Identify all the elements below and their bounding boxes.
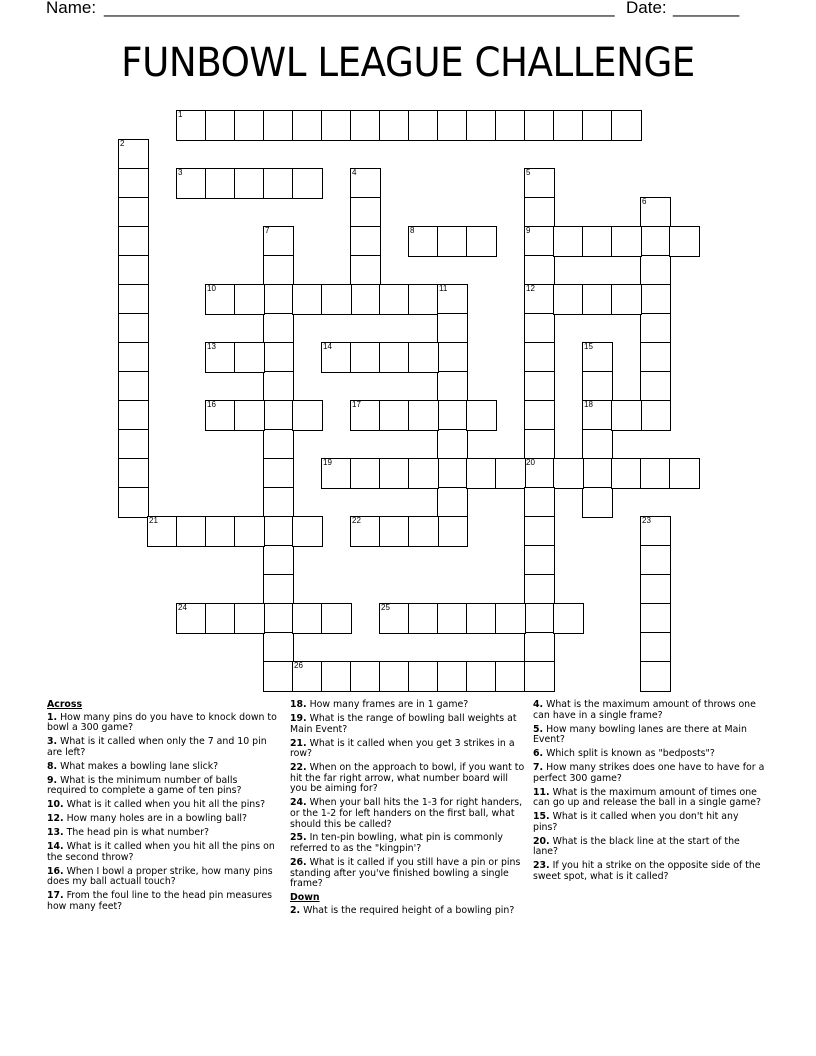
grid-cell[interactable] bbox=[118, 400, 149, 431]
grid-cell[interactable] bbox=[234, 110, 265, 141]
clue-item bbox=[47, 842, 279, 863]
grid-cell[interactable] bbox=[408, 458, 439, 489]
grid-cell[interactable] bbox=[408, 661, 439, 692]
grid-cell[interactable] bbox=[582, 110, 613, 141]
clue-number: 15 bbox=[584, 342, 593, 351]
grid-cell[interactable] bbox=[640, 255, 671, 286]
grid-cell[interactable] bbox=[640, 632, 671, 663]
clue-item-text: What is the black line at the start of the lane? bbox=[533, 835, 740, 858]
clue-item-text: How many holes are in a bowling ball? bbox=[66, 813, 247, 825]
grid-cell[interactable] bbox=[147, 516, 178, 547]
grid-cell[interactable] bbox=[640, 516, 671, 547]
clue-item-number: 14. bbox=[47, 841, 64, 853]
clue-column-3 bbox=[533, 700, 765, 886]
grid-cell[interactable] bbox=[263, 284, 294, 315]
grid-cell[interactable] bbox=[176, 110, 207, 141]
grid-cell[interactable] bbox=[524, 632, 555, 663]
grid-cell[interactable] bbox=[640, 661, 671, 692]
grid-cell[interactable] bbox=[350, 661, 381, 692]
clue-section-heading: Across bbox=[47, 699, 83, 710]
clue-item bbox=[47, 814, 279, 825]
grid-cell[interactable] bbox=[263, 603, 294, 634]
grid-cell[interactable] bbox=[524, 661, 555, 692]
grid-cell[interactable] bbox=[437, 371, 468, 402]
grid-cell[interactable] bbox=[611, 226, 642, 257]
grid-cell[interactable] bbox=[437, 603, 468, 634]
grid-cell[interactable] bbox=[350, 110, 381, 141]
grid-cell[interactable] bbox=[495, 458, 526, 489]
grid-cell[interactable] bbox=[263, 516, 294, 547]
grid-cell[interactable] bbox=[234, 168, 265, 199]
grid-cell[interactable] bbox=[582, 429, 613, 460]
clue-number: 9 bbox=[526, 226, 531, 235]
clue-item bbox=[290, 858, 525, 890]
clue-number: 18 bbox=[584, 400, 593, 409]
clue-item-number: 7. bbox=[533, 762, 544, 774]
clue-item bbox=[533, 749, 765, 760]
grid-cell[interactable] bbox=[524, 313, 555, 344]
page-title: FUNBOWL LEAGUE CHALLENGE bbox=[121, 40, 695, 86]
clue-item-text: Which split is known as "bedposts"? bbox=[546, 748, 715, 760]
grid-cell[interactable] bbox=[553, 110, 584, 141]
clue-item-text: What is the required height of a bowling pin? bbox=[303, 904, 515, 916]
clue-number: 16 bbox=[207, 400, 216, 409]
grid-cell[interactable] bbox=[321, 342, 352, 373]
grid-cell[interactable] bbox=[350, 197, 381, 228]
clue-item bbox=[533, 812, 765, 833]
name-line[interactable]: ______________________________________________________ bbox=[104, 0, 615, 17]
grid-cell[interactable] bbox=[350, 516, 381, 547]
clue-item-text: If you hit a strike on the opposite side of the sweet spot, what is it called? bbox=[533, 860, 761, 883]
clue-item-text: What makes a bowling lane slick? bbox=[60, 760, 219, 772]
grid-cell[interactable] bbox=[350, 400, 381, 431]
clue-item bbox=[47, 776, 279, 797]
grid-cell[interactable] bbox=[553, 284, 584, 315]
grid-cell[interactable] bbox=[234, 516, 265, 547]
grid-cell[interactable] bbox=[263, 632, 294, 663]
clue-item bbox=[47, 891, 279, 912]
grid-cell[interactable] bbox=[437, 226, 468, 257]
grid-cell[interactable] bbox=[437, 487, 468, 518]
clue-number: 7 bbox=[265, 226, 270, 235]
clue-item bbox=[290, 798, 525, 830]
clue-column-2 bbox=[290, 700, 525, 920]
grid-cell[interactable] bbox=[640, 284, 671, 315]
grid-cell[interactable] bbox=[205, 400, 236, 431]
grid-cell[interactable] bbox=[524, 545, 555, 576]
clue-item-number: 17. bbox=[47, 890, 64, 902]
grid-cell[interactable] bbox=[379, 342, 410, 373]
grid-cell[interactable] bbox=[553, 458, 584, 489]
clue-item-text: What is the minimum number of balls required to complete a game of ten pins? bbox=[47, 774, 242, 797]
grid-cell[interactable] bbox=[263, 255, 294, 286]
grid-cell[interactable] bbox=[321, 661, 352, 692]
grid-cell[interactable] bbox=[640, 603, 671, 634]
grid-cell[interactable] bbox=[350, 226, 381, 257]
grid-cell[interactable] bbox=[582, 284, 613, 315]
clue-item-number: 9. bbox=[47, 774, 58, 786]
grid-cell[interactable] bbox=[640, 458, 671, 489]
clue-item-text: In ten-pin bowling, what pin is commonly referred to as the "kingpin'? bbox=[290, 832, 503, 855]
grid-cell[interactable] bbox=[611, 458, 642, 489]
grid-cell[interactable] bbox=[437, 400, 468, 431]
clue-item-text: What is it called when you hit all the pins on the second throw? bbox=[47, 841, 275, 863]
clue-item-text: What is it called when you get 3 strikes in a row? bbox=[290, 737, 515, 760]
grid-cell[interactable] bbox=[292, 284, 323, 315]
clue-item-number: 22. bbox=[290, 762, 307, 774]
grid-cell[interactable] bbox=[379, 284, 410, 315]
clue-item bbox=[290, 906, 525, 917]
date-line[interactable]: _______ bbox=[673, 0, 740, 17]
grid-cell[interactable] bbox=[176, 516, 207, 547]
clue-section-heading: Down bbox=[290, 892, 320, 904]
clue-number: 6 bbox=[642, 197, 647, 206]
clue-number: 17 bbox=[352, 400, 361, 409]
grid-cell[interactable] bbox=[205, 168, 236, 199]
grid-cell[interactable] bbox=[524, 429, 555, 460]
grid-cell[interactable] bbox=[118, 371, 149, 402]
clue-item-text: From the foul line to the head pin measures how many feet? bbox=[47, 890, 273, 913]
clue-item-number: 1. bbox=[47, 711, 58, 723]
clue-item-text: What is the maximum amount of times one can go up and release the ball in a single game? bbox=[533, 786, 761, 809]
grid-cell[interactable] bbox=[379, 110, 410, 141]
clue-number: 25 bbox=[381, 603, 390, 612]
grid-cell[interactable] bbox=[669, 458, 700, 489]
grid-cell[interactable] bbox=[176, 603, 207, 634]
grid-cell[interactable] bbox=[640, 400, 671, 431]
grid-cell[interactable] bbox=[466, 603, 497, 634]
grid-cell[interactable] bbox=[263, 226, 294, 257]
grid-cell[interactable] bbox=[263, 487, 294, 518]
grid-cell[interactable] bbox=[408, 516, 439, 547]
grid-cell[interactable] bbox=[263, 458, 294, 489]
clue-number: 8 bbox=[410, 226, 415, 235]
clue-number: 26 bbox=[294, 661, 303, 670]
grid-cell[interactable] bbox=[611, 284, 642, 315]
clue-item-number: 26. bbox=[290, 857, 307, 869]
clue-number: 13 bbox=[207, 342, 216, 351]
clue-item-text: How many strikes does one have to have for a perfect 300 game? bbox=[533, 762, 765, 784]
grid-cell[interactable] bbox=[582, 487, 613, 518]
clue-item-text: What is it called when only the 7 and 10 pin are left? bbox=[47, 736, 267, 758]
grid-cell[interactable] bbox=[611, 400, 642, 431]
grid-cell[interactable] bbox=[321, 603, 352, 634]
grid-cell[interactable] bbox=[292, 603, 323, 634]
grid-cell[interactable] bbox=[408, 110, 439, 141]
clue-number: 22 bbox=[352, 516, 361, 525]
clue-item-text: When on the approach to bowl, if you want to hit the far right arrow, what number board will you be aiming for? bbox=[290, 762, 525, 795]
grid-cell[interactable] bbox=[118, 139, 149, 170]
grid-cell[interactable] bbox=[582, 371, 613, 402]
grid-cell[interactable] bbox=[263, 545, 294, 576]
grid-cell[interactable] bbox=[582, 226, 613, 257]
grid-cell[interactable] bbox=[205, 284, 236, 315]
clue-item-number: 24. bbox=[290, 797, 307, 809]
grid-cell[interactable] bbox=[524, 574, 555, 605]
clue-item bbox=[533, 763, 765, 784]
grid-cell[interactable] bbox=[118, 255, 149, 286]
clue-item-number: 21. bbox=[290, 737, 307, 749]
grid-cell[interactable] bbox=[408, 342, 439, 373]
grid-cell[interactable] bbox=[205, 110, 236, 141]
grid-cell[interactable] bbox=[118, 313, 149, 344]
clue-number: 24 bbox=[178, 603, 187, 612]
grid-cell[interactable] bbox=[118, 429, 149, 460]
grid-cell[interactable] bbox=[640, 226, 671, 257]
grid-cell[interactable] bbox=[205, 342, 236, 373]
grid-cell[interactable] bbox=[466, 226, 497, 257]
grid-cell[interactable] bbox=[118, 168, 149, 199]
grid-cell[interactable] bbox=[263, 313, 294, 344]
clue-item-number: 2. bbox=[290, 904, 301, 916]
grid-cell[interactable] bbox=[437, 342, 468, 373]
grid-cell[interactable] bbox=[379, 400, 410, 431]
clue-item-number: 19. bbox=[290, 712, 307, 724]
clue-item bbox=[47, 800, 279, 811]
grid-cell[interactable] bbox=[321, 110, 352, 141]
clue-item-number: 8. bbox=[47, 760, 58, 772]
grid-cell[interactable] bbox=[350, 458, 381, 489]
grid-cell[interactable] bbox=[379, 516, 410, 547]
grid-cell[interactable] bbox=[524, 458, 555, 489]
clue-item-text: The head pin is what number? bbox=[66, 827, 209, 839]
grid-cell[interactable] bbox=[292, 516, 323, 547]
clue-number: 5 bbox=[526, 168, 531, 177]
clue-item-number: 16. bbox=[47, 865, 64, 877]
clue-item bbox=[533, 788, 765, 809]
clue-item bbox=[533, 700, 765, 721]
grid-cell[interactable] bbox=[379, 603, 410, 634]
grid-cell[interactable] bbox=[466, 400, 497, 431]
grid-cell[interactable] bbox=[437, 516, 468, 547]
grid-cell[interactable] bbox=[234, 400, 265, 431]
grid-cell[interactable] bbox=[640, 197, 671, 228]
clue-number: 3 bbox=[178, 168, 183, 177]
clue-number: 23 bbox=[642, 516, 651, 525]
grid-cell[interactable] bbox=[408, 226, 439, 257]
grid-cell[interactable] bbox=[350, 284, 381, 315]
name-label: Name: bbox=[46, 0, 97, 17]
clue-item bbox=[290, 700, 525, 711]
grid-cell[interactable] bbox=[553, 603, 584, 634]
grid-cell[interactable] bbox=[437, 661, 468, 692]
grid-cell[interactable] bbox=[640, 574, 671, 605]
clue-item bbox=[47, 713, 279, 734]
grid-cell[interactable] bbox=[466, 661, 497, 692]
grid-cell[interactable] bbox=[437, 458, 468, 489]
clue-item-number: 13. bbox=[47, 827, 64, 839]
grid-cell[interactable] bbox=[234, 342, 265, 373]
grid-cell[interactable] bbox=[118, 458, 149, 489]
clue-item-number: 25. bbox=[290, 832, 307, 844]
grid-cell[interactable] bbox=[495, 603, 526, 634]
clue-item bbox=[533, 861, 765, 882]
grid-cell[interactable] bbox=[524, 197, 555, 228]
clue-item-text: How many bowling lanes are there at Main Event? bbox=[533, 723, 747, 746]
grid-cell[interactable] bbox=[495, 110, 526, 141]
grid-cell[interactable] bbox=[234, 603, 265, 634]
grid-cell[interactable] bbox=[524, 603, 555, 634]
clue-number: 12 bbox=[526, 284, 535, 293]
grid-cell[interactable] bbox=[582, 400, 613, 431]
clue-item bbox=[47, 867, 279, 888]
grid-cell[interactable] bbox=[350, 168, 381, 199]
grid-cell[interactable] bbox=[408, 400, 439, 431]
grid-cell[interactable] bbox=[524, 284, 555, 315]
grid-cell[interactable] bbox=[176, 168, 207, 199]
grid-cell[interactable] bbox=[408, 603, 439, 634]
grid-cell[interactable] bbox=[582, 458, 613, 489]
grid-cell[interactable] bbox=[524, 342, 555, 373]
clue-item-number: 4. bbox=[533, 699, 544, 710]
grid-cell[interactable] bbox=[669, 226, 700, 257]
clue-number: 1 bbox=[178, 110, 183, 119]
grid-cell[interactable] bbox=[321, 458, 352, 489]
grid-cell[interactable] bbox=[205, 516, 236, 547]
grid-cell[interactable] bbox=[553, 226, 584, 257]
clue-item-number: 20. bbox=[533, 835, 550, 847]
clue-item bbox=[533, 837, 765, 858]
grid-cell[interactable] bbox=[466, 110, 497, 141]
grid-cell[interactable] bbox=[408, 284, 439, 315]
grid-cell[interactable] bbox=[524, 255, 555, 286]
grid-cell[interactable] bbox=[524, 400, 555, 431]
grid-cell[interactable] bbox=[437, 110, 468, 141]
grid-cell[interactable] bbox=[524, 226, 555, 257]
grid-cell[interactable] bbox=[292, 400, 323, 431]
clue-number: 19 bbox=[323, 458, 332, 467]
grid-cell[interactable] bbox=[292, 661, 323, 692]
grid-cell[interactable] bbox=[582, 342, 613, 373]
clue-item bbox=[290, 714, 525, 735]
grid-cell[interactable] bbox=[118, 284, 149, 315]
grid-cell[interactable] bbox=[495, 661, 526, 692]
clue-item-number: 15. bbox=[533, 811, 550, 823]
grid-cell[interactable] bbox=[205, 603, 236, 634]
clue-item-text: What is it called if you still have a pin or pins standing after you've finished bowling a single frame? bbox=[290, 857, 521, 890]
grid-cell[interactable] bbox=[524, 168, 555, 199]
grid-cell[interactable] bbox=[263, 371, 294, 402]
grid-cell[interactable] bbox=[350, 342, 381, 373]
grid-cell[interactable] bbox=[437, 313, 468, 344]
grid-cell[interactable] bbox=[524, 371, 555, 402]
clue-item-text: When your ball hits the 1-3 for right handers, or the 1-2 for left handers on the first ball, what should this be called? bbox=[290, 797, 523, 830]
grid-cell[interactable] bbox=[292, 110, 323, 141]
clue-number: 14 bbox=[323, 342, 332, 351]
clue-item-text: What is it called when you don't hit any pins? bbox=[533, 811, 739, 833]
clue-item-number: 6. bbox=[533, 748, 544, 760]
clue-item bbox=[290, 833, 525, 854]
clue-item-number: 5. bbox=[533, 723, 544, 735]
clue-item bbox=[290, 763, 525, 795]
grid-cell[interactable] bbox=[640, 371, 671, 402]
grid-cell[interactable] bbox=[263, 168, 294, 199]
clue-item-text: What is it called when you hit all the pins? bbox=[66, 799, 266, 811]
clue-item-number: 3. bbox=[47, 736, 58, 748]
clue-number: 10 bbox=[207, 284, 216, 293]
clue-item-text: What is the range of bowling ball weights at Main Event? bbox=[290, 712, 517, 735]
clue-item-number: 23. bbox=[533, 860, 550, 872]
grid-cell[interactable] bbox=[640, 545, 671, 576]
grid-cell[interactable] bbox=[263, 574, 294, 605]
clue-item-text: What is the maximum amount of throws one can have in a single frame? bbox=[533, 699, 756, 721]
grid-cell[interactable] bbox=[524, 487, 555, 518]
grid-cell[interactable] bbox=[640, 342, 671, 373]
grid-cell[interactable] bbox=[263, 661, 294, 692]
grid-cell[interactable] bbox=[292, 168, 323, 199]
clue-item bbox=[290, 739, 525, 760]
grid-cell[interactable] bbox=[379, 661, 410, 692]
grid-cell[interactable] bbox=[466, 458, 497, 489]
clue-item-text: How many pins do you have to knock down to bowl a 300 game? bbox=[47, 711, 277, 734]
grid-cell[interactable] bbox=[611, 110, 642, 141]
clue-number: 4 bbox=[352, 168, 357, 177]
grid-cell[interactable] bbox=[321, 284, 352, 315]
grid-cell[interactable] bbox=[234, 284, 265, 315]
grid-cell[interactable] bbox=[118, 487, 149, 518]
grid-cell[interactable] bbox=[640, 313, 671, 344]
grid-cell[interactable] bbox=[263, 110, 294, 141]
grid-cell[interactable] bbox=[524, 516, 555, 547]
clue-item bbox=[47, 828, 279, 839]
grid-cell[interactable] bbox=[118, 342, 149, 373]
clue-number: 2 bbox=[120, 139, 125, 148]
grid-cell[interactable] bbox=[118, 226, 149, 257]
clue-item bbox=[47, 737, 279, 758]
grid-cell[interactable] bbox=[263, 400, 294, 431]
clue-number: 11 bbox=[439, 284, 448, 293]
clue-item-number: 18. bbox=[290, 699, 307, 710]
grid-cell[interactable] bbox=[437, 284, 468, 315]
clue-number: 21 bbox=[149, 516, 158, 525]
grid-cell[interactable] bbox=[350, 255, 381, 286]
clue-column-1 bbox=[47, 700, 279, 916]
clue-item bbox=[533, 725, 765, 746]
grid-cell[interactable] bbox=[263, 429, 294, 460]
clue-number: 20 bbox=[526, 458, 535, 467]
clue-item-text: How many frames are in 1 game? bbox=[309, 699, 469, 710]
grid-cell[interactable] bbox=[379, 458, 410, 489]
clue-item-number: 10. bbox=[47, 799, 64, 811]
grid-cell[interactable] bbox=[263, 342, 294, 373]
clue-item-number: 11. bbox=[533, 786, 550, 798]
date-label: Date: bbox=[626, 0, 667, 17]
grid-cell[interactable] bbox=[524, 110, 555, 141]
clue-item-text: When I bowl a proper strike, how many pins does my ball actuall touch? bbox=[47, 865, 273, 888]
clue-item-number: 12. bbox=[47, 813, 64, 825]
clue-item bbox=[47, 762, 279, 773]
grid-cell[interactable] bbox=[437, 429, 468, 460]
grid-cell[interactable] bbox=[118, 197, 149, 228]
